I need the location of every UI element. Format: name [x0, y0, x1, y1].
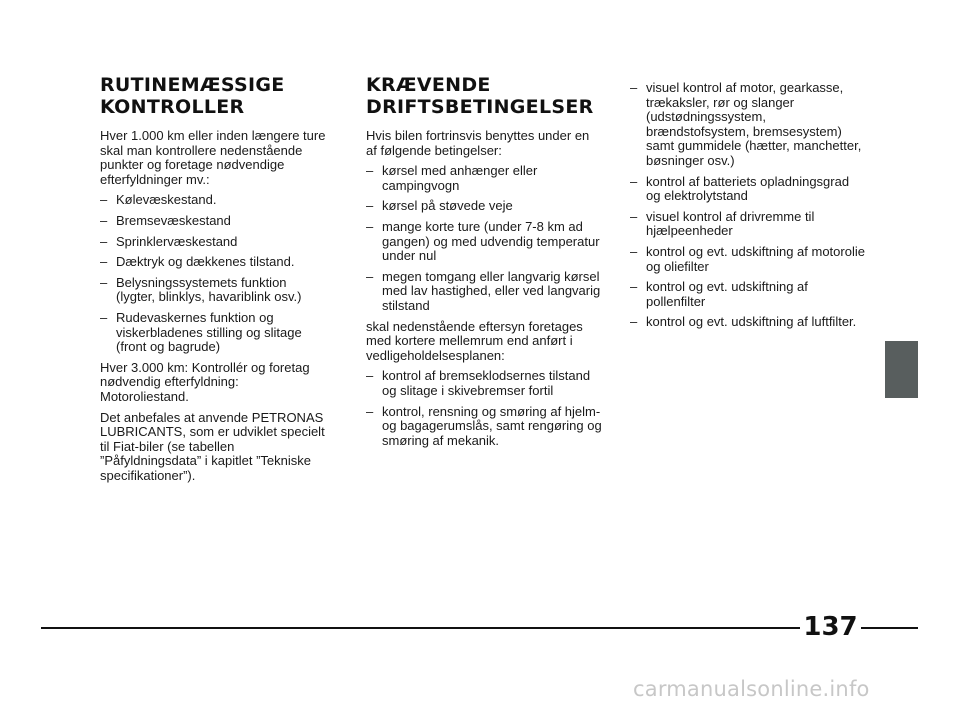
column-demanding-conditions — [366, 74, 602, 454]
routine-checks-list — [100, 193, 328, 354]
inspection-continued-list — [630, 81, 866, 330]
demanding-conditions-heading-line2: DRIFTSBETINGELSER — [366, 96, 594, 118]
list-item: – visuel kontrol af motor, gearkasse, trækaksler, rør og slanger (udstødningssystem, brændstofsystem, bremsesystem) samt gummidele (hætter, manchetter, bøsninger osv.) — [630, 81, 866, 169]
list-item: – megen tomgang eller langvarig kørsel med lav hastighed, eller ved langvarig stilstand — [366, 270, 602, 314]
demanding-conditions-intro: Hvis bilen fortrinsvis benyttes under en af følgende betingelser: — [366, 128, 590, 158]
list-item: – visuel kontrol af drivremme til hjælpeenheder — [630, 210, 866, 239]
routine-checks-intro: Hver 1.000 km eller inden længere ture skal man kontrollere nedenstående punkter og foretage nødvendige efterfyldninger mv.: — [100, 128, 326, 187]
list-item: – Belysningssystemets funktion (lygter, blinklys, havariblink osv.) — [100, 276, 328, 305]
demanding-conditions-paragraph: skal nedenstående eftersyn foretages med kortere mellemrum end anført i vedligeholdelsesplanen: — [366, 318, 583, 363]
list-item: – kontrol og evt. udskiftning af luftfilter. — [630, 315, 866, 330]
demanding-conditions-list — [366, 164, 602, 313]
list-item: – Rudevaskernes funktion og viskerbladenes stilling og slitage (front og bagrude) — [100, 311, 328, 355]
column-routine-checks — [100, 74, 328, 489]
footer-rule-left — [41, 627, 800, 629]
chapter-tab-marker — [885, 341, 918, 398]
routine-checks-3000km-paragraph: Hver 3.000 km: Kontrollér og foretag nødvendig efterfyldning: Motoroliestand. — [100, 359, 310, 404]
routine-checks-lubricants-paragraph: Det anbefales at anvende PETRONAS LUBRICANTS, som er udviklet specielt til Fiat-biler (se tabellen ”Påfyldningsdata” i kapitlet ”Tekniske specifikationer”). — [100, 409, 325, 483]
list-item: – kontrol af bremseklodsernes tilstand og slitage i skivebremser fortil — [366, 369, 602, 398]
list-item: – Dæktryk og dækkenes tilstand. — [100, 255, 328, 270]
footer-rule-right — [861, 627, 918, 629]
list-item: – kørsel på støvede veje — [366, 199, 602, 214]
watermark-text: carmanualsonline.info — [633, 677, 870, 701]
list-item: – kontrol og evt. udskiftning af pollenfilter — [630, 280, 866, 309]
list-item: – Kølevæskestand. — [100, 193, 328, 208]
page-number: 137 — [803, 612, 858, 642]
list-item: – kontrol af batteriets opladningsgrad og elektrolytstand — [630, 175, 866, 204]
list-item: – Bremsevæskestand — [100, 214, 328, 229]
routine-checks-heading-line1: RUTINEMÆSSIGE — [100, 74, 285, 96]
column-inspection-continued — [630, 81, 866, 336]
demanding-conditions-heading — [366, 74, 602, 118]
routine-checks-heading — [100, 74, 328, 118]
list-item: – kontrol, rensning og smøring af hjelm- og bagagerumslås, samt rengøring og smøring af mekanik. — [366, 405, 602, 449]
list-item: – mange korte ture (under 7-8 km ad gangen) og med udvendig temperatur under nul — [366, 220, 602, 264]
demanding-conditions-inspection-list — [366, 369, 602, 448]
routine-checks-heading-line2: KONTROLLER — [100, 96, 245, 118]
list-item: – kontrol og evt. udskiftning af motorolie og oliefilter — [630, 245, 866, 274]
list-item: – kørsel med anhænger eller campingvogn — [366, 164, 602, 193]
list-item: – Sprinklervæskestand — [100, 235, 328, 250]
demanding-conditions-heading-line1: KRÆVENDE — [366, 74, 491, 96]
